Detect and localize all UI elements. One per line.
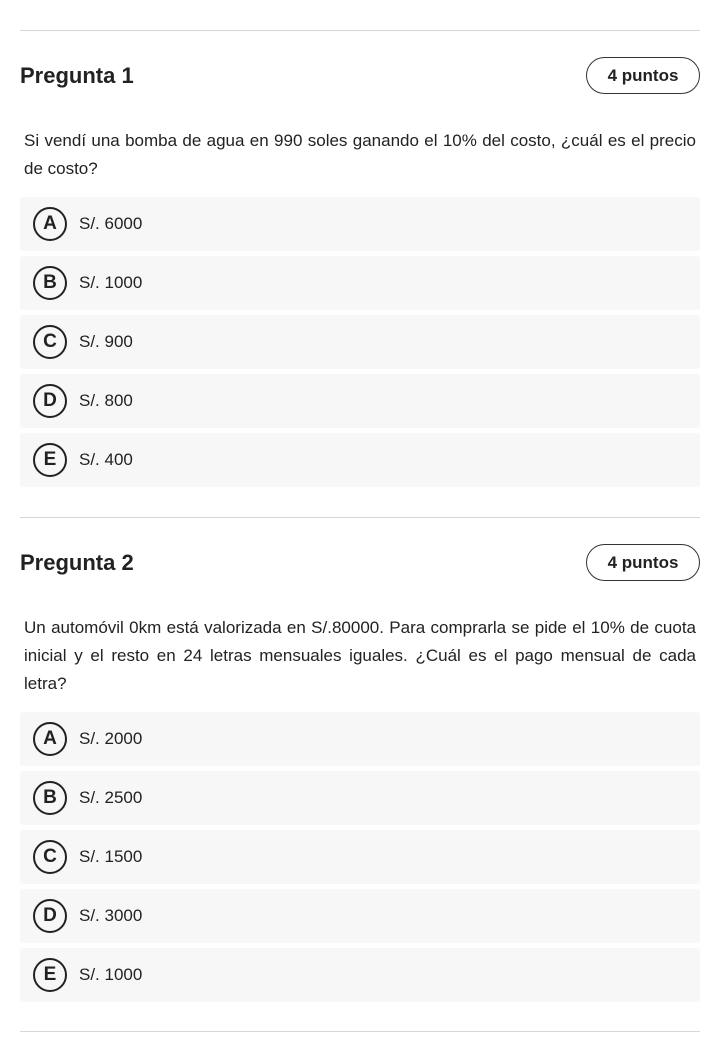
option-text: S/. 900 [79,332,133,351]
option-e[interactable] [20,948,700,1002]
question-text: Si vendí una bomba de agua en 990 soles ganando el 10% del costo, ¿cuál es el precio de costo? [24,131,696,178]
option-letter-circle: B [33,266,67,300]
option-b[interactable] [20,771,700,825]
option-a[interactable] [20,197,700,251]
question-text: Un automóvil 0km está valorizada en S/.80000. Para comprarla se pide el 10% de cuota inicial y el resto en 24 letras mensuales iguales. ¿Cuál es el pago mensual de cada letra? [24,618,696,693]
option-text: S/. 3000 [79,906,143,925]
option-text: S/. 1000 [79,965,143,984]
question-2 [20,544,700,1007]
option-a[interactable] [20,712,700,766]
option-d[interactable] [20,889,700,943]
question-1 [20,57,700,492]
option-text: S/. 1000 [79,273,143,292]
option-c[interactable] [20,830,700,884]
option-text: S/. 6000 [79,214,143,233]
points-badge: 4 puntos [586,57,700,94]
option-text: S/. 2000 [79,729,143,748]
divider [20,30,700,31]
option-letter-circle: B [33,781,67,815]
points-badge: 4 puntos [586,544,700,581]
option-letter-circle: A [33,207,67,241]
divider [20,1031,700,1032]
option-letter-circle: A [33,722,67,756]
option-letter-circle: C [33,840,67,874]
option-text: S/. 2500 [79,788,143,807]
option-c[interactable] [20,315,700,369]
option-text: S/. 400 [79,450,133,469]
option-letter-circle: E [33,443,67,477]
divider [20,517,700,518]
option-b[interactable] [20,256,700,310]
option-e[interactable] [20,433,700,487]
question-title: Pregunta 2 [20,550,134,575]
option-letter-circle: E [33,958,67,992]
question-header [20,544,700,584]
option-letter-circle: D [33,384,67,418]
option-letter-circle: D [33,899,67,933]
option-text: S/. 800 [79,391,133,410]
option-d[interactable] [20,374,700,428]
question-header [20,57,700,97]
option-letter-circle: C [33,325,67,359]
question-title: Pregunta 1 [20,63,134,88]
option-text: S/. 1500 [79,847,143,866]
